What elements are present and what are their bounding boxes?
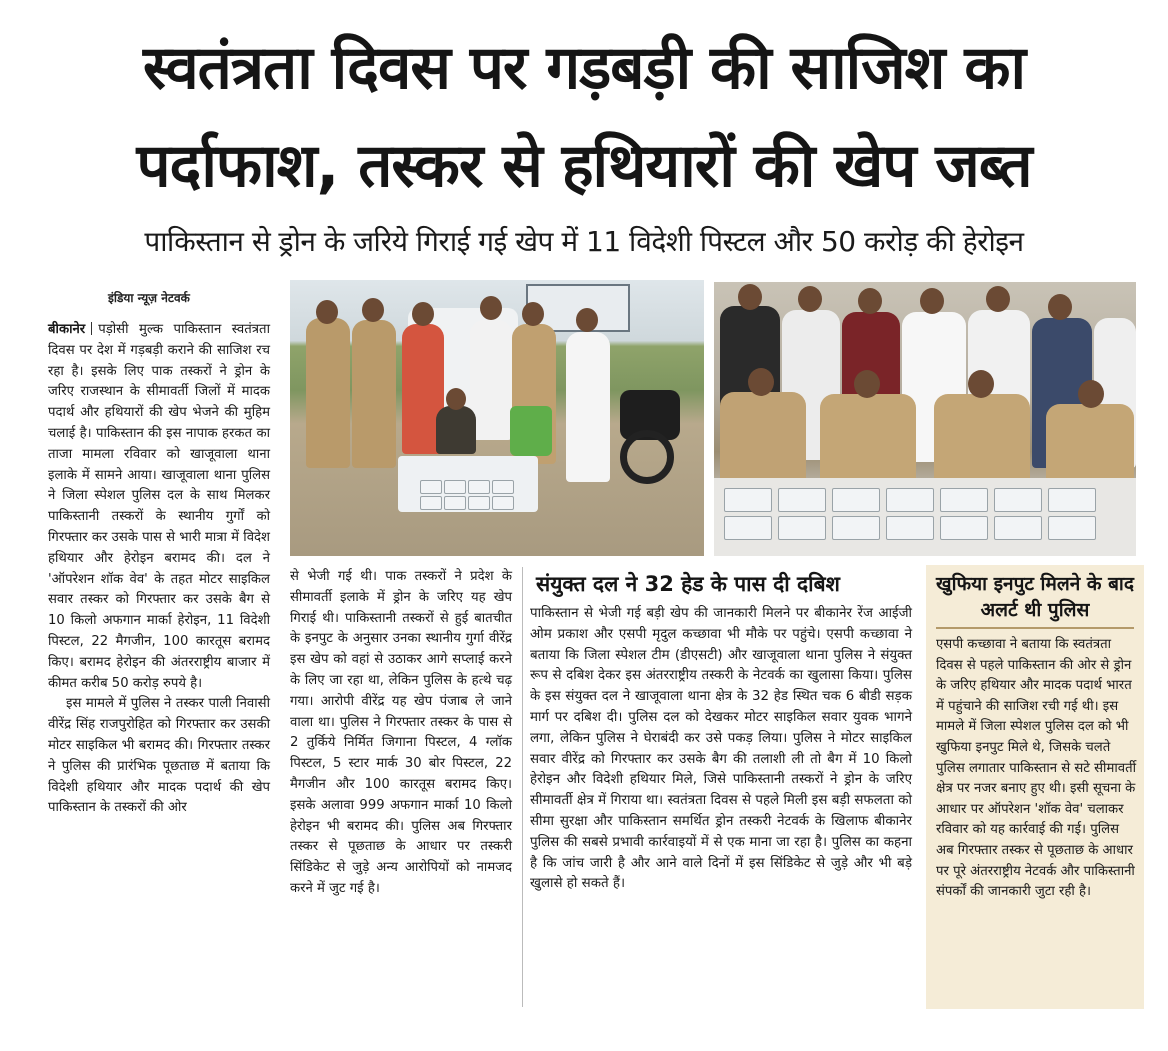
article-lead-text: पड़ोसी मुल्क पाकिस्तान स्वतंत्रता दिवस पर देश में गड़बड़ी कराने की साजिश रच रहा है। इसके लिए पाक तस्करों ने ड्रोन के जरिए राजस्थान के सीमावर्ती जिलों में मादक पदार्थ और हथियारों की खेप भेजने की मुहिम चलाई है। पाकिस्तान की इस नापाक हरकत का ताजा मामला रविवार को खाजूवाला थाना इलाके में सामने आया। खाजूवाला थाना पुलिस ने जिला स्पेशल पुलिस दल के साथ मिलकर पाकिस्तानी तस्करों के स्थानीय गुर्गों को गिरफ्तार कर उसके पास से भारी मात्रा में विदेश हथियार और हेरोइन बरामद की। दल ने 'ऑपरेशन शॉक वेव' के तहत मोटर साइकिल सवार तस्कर को गिरफ्तार कर उसके बैग से 10 किलो अफगान मार्का हेरोइन, 11 विदेशी पिस्टल, 22 मैगजीन, 100 कारतूस बरामद किए। बरामद हेरोइन की अंतरराष्ट्रीय बाजार में कीमत करीब 50 करोड़ रुपये है। bbox=[48, 322, 270, 691]
article-paragraph-2 bbox=[48, 694, 270, 819]
article-column-2-text: से भेजी गई थी। पाक तस्करों ने प्रदेश के सीमावर्ती इलाके में ड्रोन के जरिए यह खेप गिराई थी। पाकिस्तानी तस्करों से हुई बातचीत के इनपुट के अनुसार उनका स्थानीय गुर्गा वीरेंद्र इस खेप को वहां से उठाकर आगे सप्लाई करने के लिए जा रहा था, लेकिन पुलिस के हत्थे चढ़ गया। आरोपी वीरेंद्र यह खेप पंजाब ले जाने वाला था। पुलिस ने गिरफ्तार तस्कर के पास से 2 तुर्किये निर्मित जिगाना पिस्टल, 4 ग्लॉक पिस्टल, 5 स्टार मार्क 30 बोर पिस्टल, 22 मैगजीन और 100 कारतूस बरामद किए। इसके अलावा 999 अफगान मार्का 10 किलो हेरोइन भी बरामद की। पुलिस अब गिरफ्तार तस्कर से पूछताछ के आधार पर तस्करी सिंडिकेट से जुड़े अन्य आरोपियों को नामजद करने में जुट गई है। bbox=[290, 569, 512, 896]
news-photo-arrest-scene bbox=[290, 280, 704, 556]
article-paragraph-2-text: इस मामले में पुलिस ने तस्कर पाली निवासी वीरेंद्र सिंह राजपुरोहित को गिरफ्तार कर उसकी मोटर साइकिल भी बरामद की। गिरफ्तार तस्कर ने पुलिस की प्रारंभिक पूछताछ में बताया कि विदेशी हथियार और मादक पदार्थ की खेप पाकिस्तान के तस्करों की ओर bbox=[48, 696, 270, 816]
police-officer bbox=[352, 320, 396, 468]
article-column-3 bbox=[530, 604, 912, 895]
sidebar-box bbox=[926, 565, 1144, 1009]
news-photo-press-conference bbox=[714, 282, 1136, 556]
person-white-shirt bbox=[470, 320, 512, 440]
column-divider bbox=[522, 567, 523, 1007]
article-column-2 bbox=[290, 567, 512, 900]
police-officer-seated bbox=[1046, 404, 1134, 482]
green-bag bbox=[510, 406, 552, 456]
police-officer-seated bbox=[820, 394, 916, 482]
dateline-separator bbox=[91, 322, 92, 335]
article-column-1 bbox=[48, 320, 270, 819]
headline-line-1: स्वतंत्रता दिवस पर गड़बड़ी की साजिश का bbox=[142, 33, 1025, 103]
sidebar-rule bbox=[936, 627, 1134, 629]
police-officer-seated bbox=[720, 392, 806, 482]
sidebar-title: खुफिया इनपुट मिलने के बाद अलर्ट थी पुलिस bbox=[936, 573, 1134, 621]
subheadline: पाकिस्तान से ड्रोन के जरिये गिराई गई खेप में 11 विदेशी पिस्टल और 50 करोड़ की हेरोइन bbox=[144, 225, 1024, 258]
arrested-smuggler bbox=[436, 406, 476, 454]
article-paragraph-1 bbox=[48, 320, 270, 694]
section-heading-joint-raid: संयुक्त दल ने 32 हेड के पास दी दबिश bbox=[536, 572, 840, 596]
motorcycle bbox=[600, 370, 690, 490]
police-officer-seated bbox=[934, 394, 1030, 482]
headline-line-2: पर्दाफाश, तस्कर से हथियारों की खेप जब्त bbox=[136, 131, 1032, 201]
byline: इंडिया न्यूज़ नेटवर्क bbox=[108, 291, 190, 305]
dateline: बीकानेर bbox=[48, 322, 86, 337]
police-officer bbox=[306, 318, 350, 468]
section-joint-raid-text: पाकिस्तान से भेजी गई बड़ी खेप की जानकारी मिलने पर बीकानेर रेंज आईजी ओम प्रकाश और एसपी मृदुल कच्छावा भी मौके पर पहुंचे। एसपी कच्छावा ने बताया कि जिला स्पेशल टीम (डीएसटी) और खाजूवाला थाना पुलिस ने संयुक्त रूप से दबिश देकर इस अंतरराष्ट्रीय तस्करी के नेटवर्क का खुलासा किया। पुलिस के इस संयुक्त दल ने खाजूवाला थाना क्षेत्र के 32 हेड स्थित चक 6 बीडी सड़क मार्ग पर दबिश दी। पुलिस दल को देखकर मोटर साइकिल सवार युवक भागने लगा, लेकिन पुलिस ने घेराबंदी कर उसे पकड़ लिया। पुलिस ने मोटर साइकिल सवार वीरेंद्र को गिरफ्तार कर उसके बैग की तलाशी ली तो बैग में 10 किलो हेरोइन और विदेशी हथियार मिले, जिसे पाकिस्तानी तस्करों ने ड्रोन के जरिए सीमावर्ती क्षेत्र में गिराया था। स्वतंत्रता दिवस से पहले मिली इस बड़ी सफलता को सीमा सुरक्षा और पाकिस्तान समर्थित ड्रोन तस्करी नेटवर्क के खिलाफ बीकानेर पुलिस की सबसे प्रभावी कार्रवाइयों में से एक माना जा रहा है। पुलिस का कहना है कि जांच जारी है और आने वाले दिनों में इस सिंडिकेट से जुड़े और भी बड़े खुलासे हो सकते हैं। bbox=[530, 606, 912, 892]
sidebar-text: एसपी कच्छावा ने बताया कि स्वतंत्रता दिवस से पहले पाकिस्तान की ओर से ड्रोन के जरिए हथियार और मादक पदार्थ भारत में पहुंचाने की साजिश रची गई थी। इस मामले में जिला स्पेशल पुलिस दल को भी खुफिया इनपुट मिले थे, जिसके चलते पुलिस लगातार पाकिस्तान से सटे सीमावर्ती क्षेत्र पर नजर बनाए हुए थी। इसी सूचना के आधार पर ऑपरेशन 'शॉक वेव' चलाकर रविवार को यह कार्रवाई की गई। पुलिस अब गिरफ्तार तस्कर से पूछताछ के आधार पर पूरे अंतरराष्ट्रीय नेटवर्क और पाकिस्तानी संपर्कों की जानकारी जुटा रही है। bbox=[936, 637, 1137, 900]
